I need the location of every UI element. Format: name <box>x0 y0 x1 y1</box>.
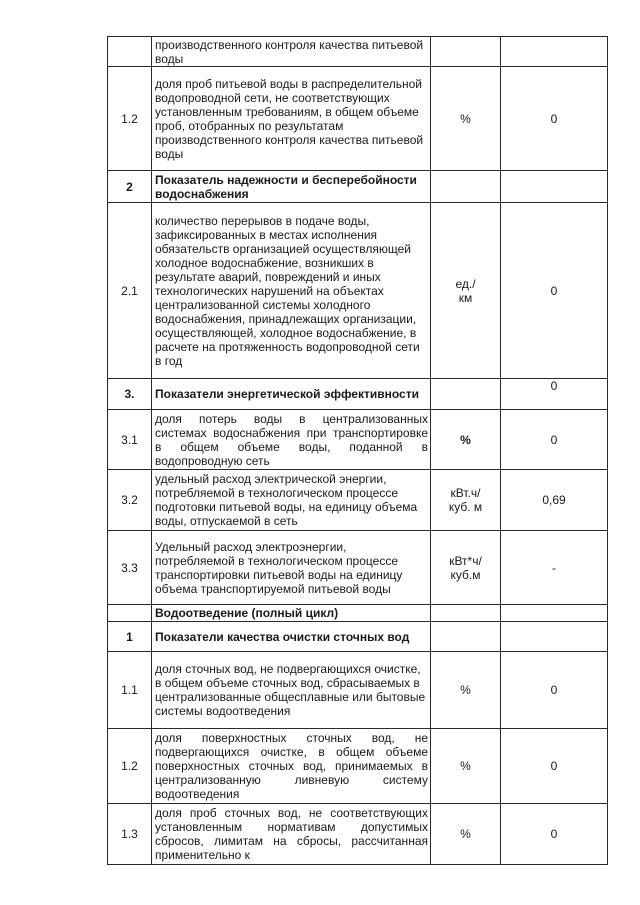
section-heading: Показатели качества очистки сточных вод <box>152 622 431 652</box>
table-row <box>108 622 608 652</box>
row-value: - <box>501 531 608 605</box>
row-value: 0 <box>501 804 608 865</box>
row-unit: кВт*ч/ куб.м <box>431 531 501 605</box>
row-unit: % <box>431 804 501 865</box>
table-row <box>108 203 608 379</box>
table-row <box>108 410 608 470</box>
row-number: 1.1 <box>108 652 152 729</box>
row-unit <box>431 171 501 203</box>
row-number: 3.1 <box>108 410 152 470</box>
row-value: 0,69 <box>501 470 608 531</box>
row-value: 0 <box>501 729 608 804</box>
row-unit: кВт.ч/ куб. м <box>431 470 501 531</box>
row-number: 1.2 <box>108 67 152 171</box>
row-description: доля сточных вод, не подвергающихся очистке, в общем объеме сточных вод, сбрасываемых в централизованные общесплавные или бытовые системы водоотведения <box>152 652 431 729</box>
table-row <box>108 605 608 622</box>
row-value: 0 <box>501 67 608 171</box>
row-unit <box>431 379 501 410</box>
row-number: 1.3 <box>108 804 152 865</box>
row-value <box>501 622 608 652</box>
row-unit <box>431 37 501 67</box>
row-description: доля поверхностных сточных вод, не подвергающихся очистке, в общем объеме поверхностных сточных вод, принимаемых в централизованную ливневую систему водоотведения <box>152 729 431 804</box>
row-number: 2.1 <box>108 203 152 379</box>
row-number <box>108 605 152 622</box>
table-row <box>108 652 608 729</box>
indicators-table <box>107 36 608 865</box>
row-description: доля проб сточных вод, не соответствующих установленным нормативам допустимых сбросов, лимитам на сбросы, рассчитанная применительно к <box>152 804 431 865</box>
row-description: производственного контроля качества питьевой воды <box>152 37 431 67</box>
table-row <box>108 804 608 865</box>
section-heading: Показатели энергетической эффективности <box>152 379 431 410</box>
section-number: 3. <box>108 379 152 410</box>
table-row <box>108 470 608 531</box>
table-row <box>108 729 608 804</box>
section-heading: Показатель надежности и бесперебойности водоснабжения <box>152 171 431 203</box>
section-number: 2 <box>108 171 152 203</box>
row-unit: ед./ км <box>431 203 501 379</box>
section-number: 1 <box>108 622 152 652</box>
row-number: 1.2 <box>108 729 152 804</box>
row-value <box>501 37 608 67</box>
row-description: доля потерь воды в централизованных системах водоснабжения при транспортировке в общем объеме воды, поданной в водопроводную сеть <box>152 410 431 470</box>
row-description: доля проб питьевой воды в распределительной водопроводной сети, не соответствующих установленным требованиям, в общем объеме проб, отобранных по результатам производственного контроля качества питьевой воды <box>152 67 431 171</box>
row-unit: % <box>431 652 501 729</box>
row-description: количество перерывов в подаче воды, зафиксированных в местах исполнения обязательств организацией осуществляющей холодное водоснабжение, возникших в результате аварий, повреждений и иных технологических нарушений на объектах централизованной системы холодного водоснабжения, принадлежащих организации, осуществляющей, холодное водоснабжение, в расчете на протяженность водопроводной сети в год <box>152 203 431 379</box>
row-unit <box>431 622 501 652</box>
row-description: удельный расход электрической энергии, потребляемой в технологическом процессе подготовки питьевой воды, на единицу объема воды, отпускаемой в сеть <box>152 470 431 531</box>
row-number: 3.2 <box>108 470 152 531</box>
table-row <box>108 531 608 605</box>
row-unit: % <box>431 729 501 804</box>
row-value: 0 <box>501 203 608 379</box>
row-unit: % <box>431 410 501 470</box>
row-description: Удельный расход электроэнергии, потребляемой в технологическом процессе транспортировки питьевой воды на единицу объема транспортируемой питьевой воды <box>152 531 431 605</box>
row-number: 3.3 <box>108 531 152 605</box>
row-unit: % <box>431 67 501 171</box>
table-row <box>108 171 608 203</box>
row-value: 0 <box>501 652 608 729</box>
table-row <box>108 379 608 410</box>
row-value: 0 <box>501 379 608 410</box>
section-heading: Водоотведение (полный цикл) <box>152 605 431 622</box>
row-unit <box>431 605 501 622</box>
table-row <box>108 37 608 67</box>
row-value: 0 <box>501 410 608 470</box>
row-number <box>108 37 152 67</box>
row-value <box>501 171 608 203</box>
table-row <box>108 67 608 171</box>
row-value <box>501 605 608 622</box>
